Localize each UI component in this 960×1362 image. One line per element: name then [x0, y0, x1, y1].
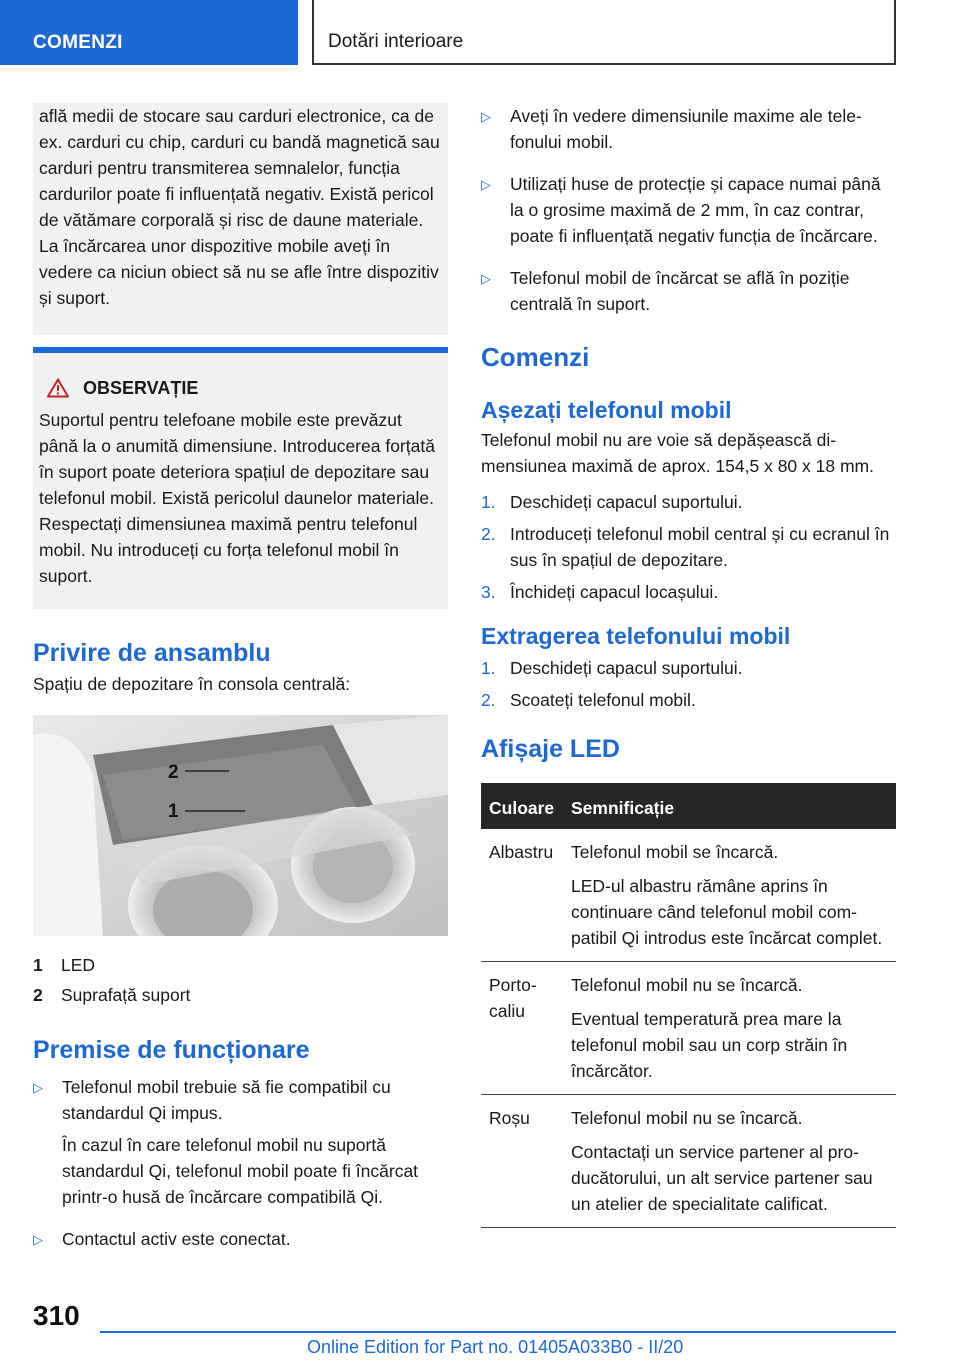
cell-color: Roșu	[481, 1095, 563, 1228]
section-tab: COMENZI	[0, 0, 298, 65]
triangle-bullet-icon: ▷	[481, 109, 491, 124]
place-steps	[481, 489, 896, 605]
cell-color: Albastru	[481, 829, 563, 962]
cell-line: Telefonul mobil nu se încarcă.	[571, 1108, 803, 1128]
led-table	[481, 783, 896, 1228]
warning-triangle-icon	[47, 378, 69, 398]
list-item-text: Utilizați huse de protecție și capace numai până la o grosime maximă de 2 mm, în caz contrar, poate fi influențată negativ funcția de încărcare.	[510, 174, 881, 246]
notice-header	[39, 375, 442, 401]
list-item-text: Contactul activ este conectat.	[62, 1229, 291, 1249]
photo-legend	[33, 950, 448, 1010]
step-item	[481, 521, 896, 573]
list-item	[481, 171, 896, 255]
cell-meaning	[563, 829, 896, 962]
cell-meaning	[563, 962, 896, 1095]
cell-line: Contactați un service partener al producătorului, un alt service partener sau un atelier de specialitate calificat.	[571, 1142, 873, 1214]
extract-steps	[481, 655, 896, 713]
right-column	[481, 103, 896, 1228]
triangle-bullet-icon: ▷	[481, 177, 491, 192]
comenzi-heading: Comenzi	[481, 342, 590, 372]
table-header-row	[481, 783, 896, 829]
step-number: 2.	[481, 524, 496, 544]
step-number: 1.	[481, 492, 496, 512]
step-text: Scoateți telefonul mobil.	[510, 690, 696, 710]
step-number: 3.	[481, 582, 496, 602]
step-text: Închideți capacul locașului.	[510, 582, 719, 602]
notice-box	[33, 347, 448, 609]
step-item	[481, 655, 896, 681]
list-item	[481, 265, 896, 323]
extract-heading: Extragerea telefonului mobil	[481, 623, 791, 649]
page-number: 310	[33, 1300, 80, 1331]
table-row	[481, 1095, 896, 1228]
legend-item	[33, 950, 448, 980]
list-item	[481, 103, 896, 161]
led-heading: Afișaje LED	[481, 735, 620, 763]
overview-text: Spațiu de depozitare în consola centrală:	[33, 674, 351, 694]
list-item-text: Aveți în vedere dimensiunile maxime ale telefonului mobil.	[510, 106, 862, 152]
notice-title: OBSERVAȚIE	[83, 378, 199, 398]
console-photo	[33, 715, 448, 936]
list-item-text: Telefonul mobil trebuie să fie compatibil cu standardul Qi impus.	[62, 1077, 391, 1123]
premise-heading: Premise de funcționare	[33, 1036, 310, 1064]
step-number: 2.	[481, 690, 496, 710]
console-illustration	[33, 715, 448, 936]
cell-line: Telefonul mobil se încarcă.	[571, 842, 779, 862]
step-number: 1.	[481, 658, 496, 678]
legend-label: Suprafață suport	[61, 985, 191, 1005]
step-item	[481, 489, 896, 515]
left-column	[33, 103, 448, 1268]
list-item	[33, 1074, 448, 1216]
notice-text: Suportul pentru telefoane mobile este prevăzut până la o anumită dimensiune. Introducerea forțată în suport poate deteriora spațiul de depozitare sau telefonul mobil. Există pericolul daunelor materiale. Respectați dimensiunea maximă pentru telefonul mobil. Nu introduceți cu forța telefonul mobil în suport.	[39, 410, 435, 586]
table-row	[481, 962, 896, 1095]
table-row	[481, 829, 896, 962]
legend-item	[33, 980, 448, 1010]
cell-line: Eventual temperatură prea mare la telefonul mobil sau un corp străin în încărcător.	[571, 1009, 848, 1081]
cell-line: Telefonul mobil nu se încarcă.	[571, 975, 803, 995]
list-item-text: În cazul în care telefonul mobil nu suportă standardul Qi, telefonul mobil poate fi încărcat printr-o husă de încărcare compatibilă Qi.	[62, 1135, 419, 1207]
cell-meaning	[563, 1095, 896, 1228]
legend-num: 2	[33, 985, 43, 1005]
place-heading: Așezați telefonul mobil	[481, 397, 732, 423]
step-text: Deschideți capacul suportului.	[510, 658, 743, 678]
triangle-bullet-icon: ▷	[33, 1080, 43, 1095]
place-text: Telefonul mobil nu are voie să depășească dimensiunea maximă de aprox. 154,5 x 80 x 18 mm.	[481, 430, 874, 476]
step-item	[481, 579, 896, 605]
legend-num: 1	[33, 955, 43, 975]
warning-continued-text: află medii de stocare sau carduri electronice, ca de ex. carduri cu chip, carduri cu bandă magnetică sau carduri pentru transmiterea semnalelor, funcția cardurilor poate fi influențată negativ. Există pericol de vătămare corporală și risc de daune materiale. La încărcarea unor dispozitive mobile aveți în vedere ca niciun obiect să nu se afle între dispozitiv și suport.	[39, 106, 440, 308]
step-text: Introduceți telefonul mobil central și cu ecranul în sus în spațiul de depozitare.	[510, 524, 890, 570]
triangle-bullet-icon: ▷	[481, 271, 491, 286]
triangle-bullet-icon: ▷	[33, 1232, 43, 1247]
cell-color: Portocaliu	[481, 962, 563, 1095]
footer-divider	[100, 1331, 896, 1333]
cell-line: LED-ul albastru rămâne aprins în continuare când telefonul mobil compatibil Qi introdus este încărcat complet.	[571, 876, 883, 948]
col-header-color: Culoare	[481, 783, 563, 829]
continued-warning-box	[33, 103, 448, 335]
list-item	[33, 1226, 448, 1258]
photo-callout-1: 1	[168, 801, 179, 822]
legend-label: LED	[61, 955, 96, 975]
photo-callout-2: 2	[168, 762, 179, 783]
dimension-list	[481, 103, 896, 323]
overview-heading: Privire de ansamblu	[33, 639, 271, 667]
footer-edition: Online Edition for Part no. 01405A033B0 - II/20	[307, 1337, 684, 1357]
step-item	[481, 687, 896, 713]
step-text: Deschideți capacul suportului.	[510, 492, 743, 512]
col-header-meaning: Semnificație	[563, 783, 896, 829]
premise-list	[33, 1074, 448, 1258]
page-title: Dotări interioare	[312, 0, 896, 65]
list-item-text: Telefonul mobil de încărcat se află în poziție centrală în suport.	[510, 268, 850, 314]
